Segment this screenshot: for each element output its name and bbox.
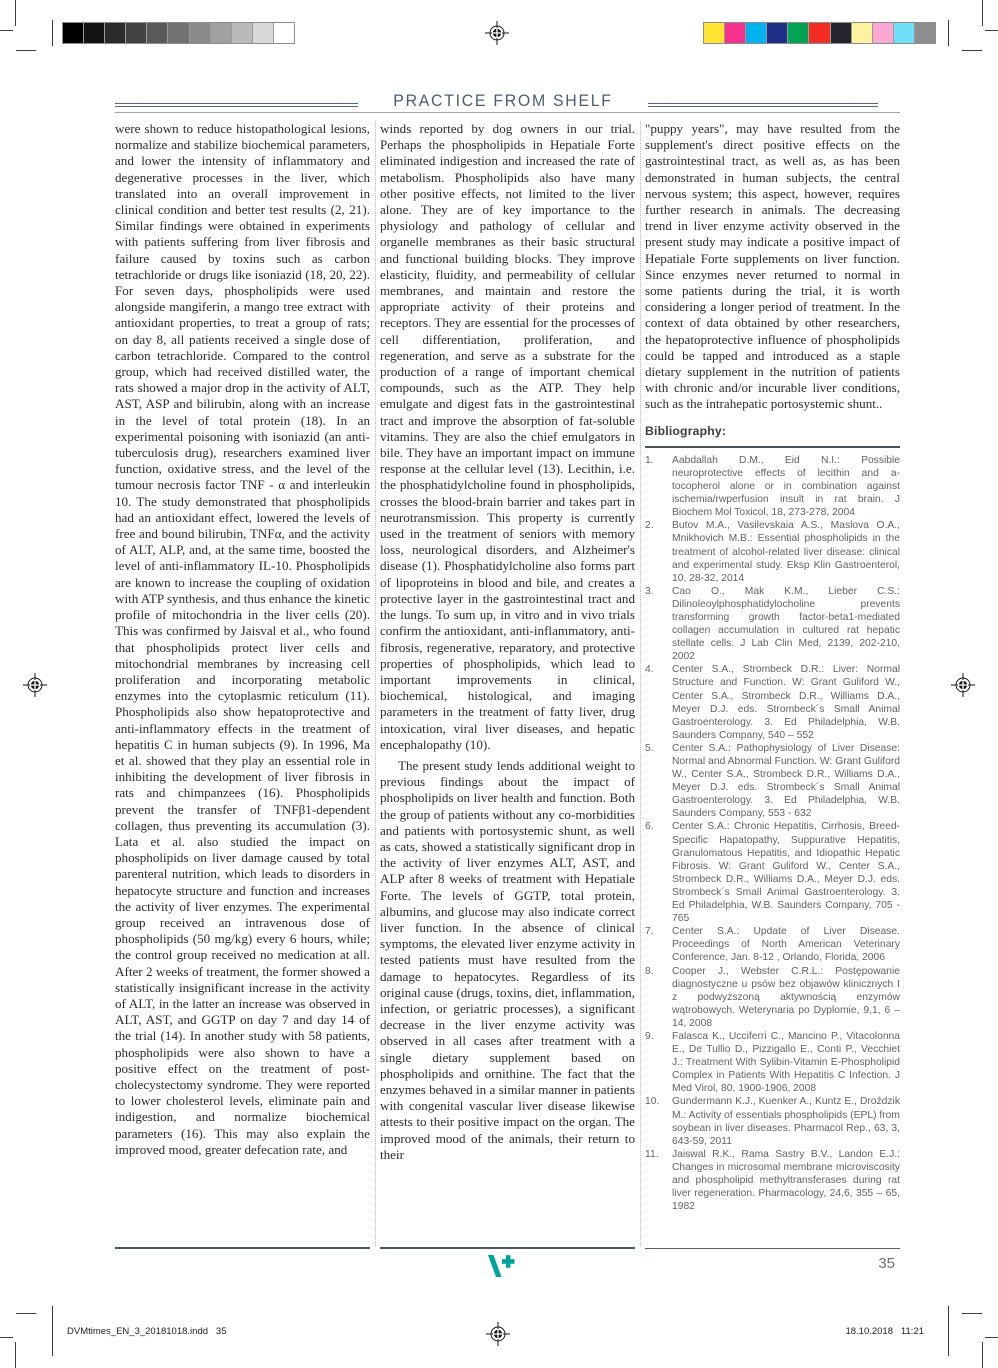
- crop-mark: [948, 1306, 949, 1356]
- color-swatch: [190, 23, 211, 43]
- column-separator: [375, 121, 376, 1246]
- grayscale-bar: [62, 22, 295, 44]
- reference-number: 6.: [645, 821, 654, 833]
- crop-mark: [52, 20, 53, 46]
- reference-item: [645, 1148, 900, 1213]
- crop-mark: [52, 1306, 53, 1356]
- registration-mark-icon: [951, 673, 975, 697]
- crop-mark: [16, 1313, 36, 1314]
- color-swatch: [274, 23, 294, 43]
- crop-mark: [982, 0, 983, 26]
- color-swatch: [168, 23, 189, 43]
- registration-mark-icon: [23, 673, 47, 697]
- bibliography-title: Bibliography:: [645, 423, 727, 438]
- crop-mark: [982, 1342, 983, 1368]
- column-end-rule: [115, 1247, 370, 1249]
- color-swatch: [788, 23, 809, 43]
- reference-text: Cao O., Mak K.M., Lieber C.S.: Dilinoleoylphosphatidylocholine prevents transforming growth factor-beta1-mediated collagen accumulation in cultured rat hepatic stellate cells. J Lab Clin Med, 2139, 202-210, 2002: [672, 585, 900, 663]
- column-end-rule: [380, 1247, 635, 1249]
- reference-number: 3.: [645, 585, 654, 597]
- crop-mark: [985, 1337, 998, 1338]
- reference-item: [645, 925, 900, 964]
- color-swatch: [126, 23, 147, 43]
- footer-datetime: 18.10.2018 11:21: [845, 1326, 924, 1337]
- reference-text: Center S.A.: Chronic Hepatitis, Cirrhosis, Breed-Specific Hapatopathy, Suppurative Hepatitis, Granulomatous Hepatitis, and Idiopathic Hepatic Fibrosis. W: Grant Guliford W., Center S.A., Strombeck D.R., Williams D.A., Meyer D.J. eds. Strombeck´s Small Animal Gastroenterology. 3. Ed Philadelphia, W.B. Saunders Company, 705 - 765: [672, 821, 900, 925]
- color-swatch: [746, 23, 767, 43]
- header-rule-full: [115, 112, 900, 113]
- registration-mark-icon: [485, 21, 509, 45]
- page-number: 35: [878, 1255, 895, 1272]
- reference-item: [645, 585, 900, 664]
- article-paragraph: "puppy years", may have resulted from the supplement's direct positive effects on the gastrointestinal tract, as well as, as has been demonstrated in human subjects, the central nervous system; this aspect, however, requires further research in animals. The decreasing trend in liver enzyme activity observed in the present study may indicate a positive impact of Hepatiale Forte supplements on liver function. Since enzymes never returned to normal in some patients during the trial, it is worth considering a longer period of treatment. In the context of data obtained by other researchers, the hepatoprotective influence of phospholipids could be tapped and introduced as a staple dietary supplement in the nutrition of patients with chronic and/or incurable liver conditions, such as the intrahepatic portosystemic shunt..: [645, 121, 900, 412]
- column-end-rule: [645, 1248, 900, 1249]
- color-swatch: [232, 23, 253, 43]
- color-swatch: [809, 23, 830, 43]
- article-paragraph: winds reported by dog owners in our trial. Perhaps the phospholipids in Hepatiale Forte eliminated indigestion and increased the rate of metabolism. Phospholipids also have many other positive effects, not limited to the liver alone. They are of key importance to the physiology and pathology of cellular and organelle membranes as their basic structural and functional building blocks. They improve elasticity, fluidity, and permeability of cellular membranes, and maintain and restore the appropriate activity of their proteins and receptors. They are essential for the processes of cell differentiation, proliferation, and regeneration, and serve as a substrate for the production of a range of important chemical compounds, such as the ATP. They help emulgate and digest fats in the gastrointestinal tract and improve the absorption of fat-soluble vitamins. They are also the chief emulgators in bile. They have an important impact on immune response at the cellular level (13). Lecithin, i.e. the phosphatidylcholine found in phospholipids, crosses the blood-brain barrier and takes part in neurotransmission. This property is currently used in the treatment of seniors with memory loss, neurological disorders, and Alzheimer's disease (1). Phosphatidylcholine also forms part of lipoproteins in blood and bile, and creates a protective layer in the gastrointestinal tract and the lungs. To sum up, in vitro and in vivo trials confirm the antioxidant, anti-inflammatory, anti-fibrosis, regenerative, reparatory, and protective properties of phospholipids, which lead to important improvements in clinical, biochemical, histological, and imaging parameters in the treatment of fatty liver, drug intoxication, viral liver diseases, and hepatic encephalopathy (10).: [380, 121, 635, 752]
- crop-mark: [0, 1337, 13, 1338]
- color-swatch: [831, 23, 852, 43]
- column-3: [645, 121, 900, 1248]
- color-swatch: [211, 23, 232, 43]
- reference-item: [645, 519, 900, 584]
- reference-number: 4.: [645, 664, 654, 676]
- crop-mark: [16, 50, 36, 51]
- color-swatch: [915, 23, 935, 43]
- bibliography-rule: [645, 446, 900, 448]
- reference-number: 1.: [645, 454, 654, 466]
- crop-mark: [15, 0, 16, 26]
- color-swatch: [105, 23, 126, 43]
- article-paragraph: were shown to reduce histopathological lesions, normalize and stabilize biochemical parameters, and lower the intensity of inflammatory and degenerative processes in the liver, which translated into an overall improvement in clinical condition and better test results (2, 21). Similar findings were obtained in experiments with patients suffering from liver fibrosis and failure caused by toxins such as carbon tetrachloride or drugs like isoniazid (18, 20, 22). For seven days, phospholipids were used alongside mangiferin, a mango tree extract with antioxidant properties, to treat a group of rats; on day 8, all patients received a single dose of carbon tetrachloride. Compared to the control group, which had received distilled water, the rats showed a major drop in the activity of ALT, AST, ASP and bilirubin, along with an increase in the level of total protein (18). In an experimental poisoning with isoniazid (an anti-tuberculosis drug), researchers examined liver function, oxidative stress, and the level of the tumour necrosis factor TNF - α and interleukin 10. The study demonstrated that phospholipids had an antioxidant effect, lowered the levels of free and bound bilirubin, TNFα, and the activity of ALT, ALP, and, at the same time, boosted the level of anti-inflammatory IL-10. Phospholipids are known to increase the coupling of oxidation with ATP synthesis, and thus enhance the kinetic profile of mitochondria in the liver cells (20). This was confirmed by Jaisval et al., who found that phospholipids protect liver cells and mitochondrial membranes by increasing cell proliferation and incorporating metabolic enzymes into the cytoplasmic reticulum (11). Phospholipids also show hepatoprotective and anti-inflammatory effects in the treatment of hepatitis C in human subjects (9). In 1996, Ma et al. showed that they play an essential role in inhibiting the development of liver fibrosis in rats and chimpanzees (16). Phospholipids prevent the transfer of TNFβ1-dependent collagen, thus preventing its accumulation (3). Lata et al. also studied the impact on phospholipids on liver damage caused by total parenteral nutrition, which leads to disorders in hepatocyte structure and function and increases the activity of liver enzymes. The experimental group received an intravenous dose of phospholipids (50 mg/kg) every 6 hours, while; the control group received no medication at all. After 2 weeks of treatment, the former showed a statistically insignificant increase in the activity of ALT, in the latter an increase was observed in ALT, AST, and GGTP on day 7 and day 14 of the trial (14). In another study with 58 patients, phospholipids were also shown to have a positive effect on the treatment of post-cholecystectomy syndrome. They were reported to lower cholesterol levels, eliminate pain and indigestion, and normalize biochemical parameters (16). This may also explain the improved mood, greater defecation rate, and: [115, 121, 370, 1157]
- color-swatch: [873, 23, 894, 43]
- article-paragraph: The present study lends additional weight to previous findings about the impact of phospholipids on liver health and function. Both the group of patients without any co-morbidities and patients with portosystemic shunt, as well as cats, showed a statistically significant drop in the activity of liver enzymes ALT, AST, and ALP after 8 weeks of treatment with Hepatiale Forte. The levels of GGTP, total protein, albumins, and glucose may also indicate correct liver function. In the absence of clinical symptoms, the elevated liver enzyme activity in tested patients must have resulted from the damage to hepatocytes. Regardless of its original cause (drugs, toxins, diet, inflammation, infection, or geriatric processes), a significant decrease in the liver enzyme activity was observed in all cases after treatment with a single dietary supplement based on phospholipids and ornithine. The fact that the enzymes behaved in a similar manner in patients with congenital vascular liver disease likewise attests to their positive impact on the organ. The improved mood of the animals, their return to their: [380, 757, 635, 1162]
- crop-mark: [15, 1342, 16, 1368]
- color-swatch: [253, 23, 274, 43]
- reference-item: [645, 454, 900, 519]
- column-separator: [640, 121, 641, 1246]
- article-body: [115, 121, 900, 1248]
- color-swatch: [84, 23, 105, 43]
- bibliography-list: [645, 454, 900, 1213]
- reference-number: 9.: [645, 1030, 654, 1042]
- color-swatch: [852, 23, 873, 43]
- reference-number: 10.: [645, 1096, 660, 1108]
- reference-item: [645, 965, 900, 1030]
- column-1: [115, 121, 370, 1248]
- crop-mark: [962, 1313, 982, 1314]
- color-swatch: [725, 23, 746, 43]
- reference-text: Center S.A.: Pathophysiology of Liver Disease: Normal and Abnormal Function. W: Grant Guliford W., Center S.A., Strombeck D.R., Williams D.A., Meyer D.J. eds. Strombeck´s Small Animal Gastroenterology. 3. Ed Philadelphia, W.B. Saunders Company, 553 - 632: [672, 742, 900, 820]
- reference-number: 5.: [645, 742, 654, 754]
- reference-item: [645, 742, 900, 821]
- reference-text: Cooper J., Webster C.R.L.: Postępowanie diagnostyczne u psów bez objawów klinicznych I z podwyższoną aktywnością enzymów wątrobowych. Weterynaria po Dyplomie, 9,1, 6 – 14, 2008: [672, 965, 900, 1029]
- reference-number: 11.: [645, 1148, 659, 1160]
- color-swatch: [767, 23, 788, 43]
- crop-mark: [985, 30, 998, 31]
- crop-mark: [962, 50, 982, 51]
- reference-item: [645, 663, 900, 742]
- reference-text: Jaiswal R.K., Rama Sastry B.V., Landon E.J.: Changes in microsomal membrane microviscosity and phospholipid methyltransferases during rat liver regeneration. Pharmacology, 24,6, 355 – 65, 1982: [672, 1148, 900, 1213]
- reference-number: 7.: [645, 926, 654, 938]
- header-rule-right: [648, 103, 878, 107]
- column-2: [380, 121, 635, 1248]
- reference-text: Center S.A.: Update of Liver Disease. Proceedings of North American Veterinary Conference, Jan. 8-12 , Orlando, Florida, 2006: [672, 926, 900, 964]
- reference-text: Falasca K., Ucciferri C., Mancino P., Vitacolonna E., De Tullio D., Pizzigallo E., Conti P., Vecchiet J.: Treatment With Sylibin-Vitamin E-Phospholipid Complex in Patients With Hepatitis C Infection. J Med Virol, 80, 1900-1906, 2008: [672, 1030, 900, 1095]
- header-rule-left: [115, 103, 358, 107]
- registration-mark-icon: [486, 1322, 510, 1346]
- reference-item: [645, 820, 900, 925]
- crop-mark: [0, 30, 13, 31]
- reference-number: 8.: [645, 965, 654, 977]
- crop-mark: [948, 20, 949, 46]
- color-swatch: [704, 23, 725, 43]
- reference-text: Aabdallah D.M., Eid N.I.: Possible neuroprotective effects of lecithin and a-tocopherol alone or in combination against ischemia/rwperfusion insult in rat brain. J Biochem Mol Toxicol, 18, 273-278, 2004: [672, 454, 900, 519]
- color-bar: [703, 22, 936, 44]
- color-swatch: [63, 23, 84, 43]
- reference-item: [645, 1030, 900, 1095]
- section-title: PRACTICE FROM SHELF: [393, 92, 613, 110]
- footer-filename: DVMtimes_EN_3_20181018.indd 35: [67, 1326, 227, 1337]
- color-swatch: [147, 23, 168, 43]
- reference-text: Butov M.A., Vasilevskaia A.S., Maslova O.A., Mnikhovich M.B.: Essential phospholipids in the treatment of alcohol-related liver disease: clinical and experimental study. Eksp Klin Gastroenterol, 10, 28-32, 2014: [672, 520, 900, 584]
- v-plus-logo-icon: [484, 1253, 516, 1279]
- reference-text: Gundermann K.J., Kuenker A., Kuntz E., Droździk M.: Activity of essentials phospholipids (EPL) from soybean in liver diseases. Pharmacol Rep., 63, 3, 643-59, 2011: [672, 1096, 900, 1147]
- reference-item: [645, 1095, 900, 1147]
- color-swatch: [894, 23, 915, 43]
- reference-text: Center S.A., Strombeck D.R.: Liver: Normal Structure and Function. W: Grant Guliford W., Center S.A., Strombeck D.R., Williams D.A., Meyer D.J. eds. Strombeck´s Small Animal Gastroenterology. 3. Ed Philadelphia, W.B. Saunders Company, 540 – 552: [672, 664, 900, 741]
- reference-number: 2.: [645, 520, 654, 532]
